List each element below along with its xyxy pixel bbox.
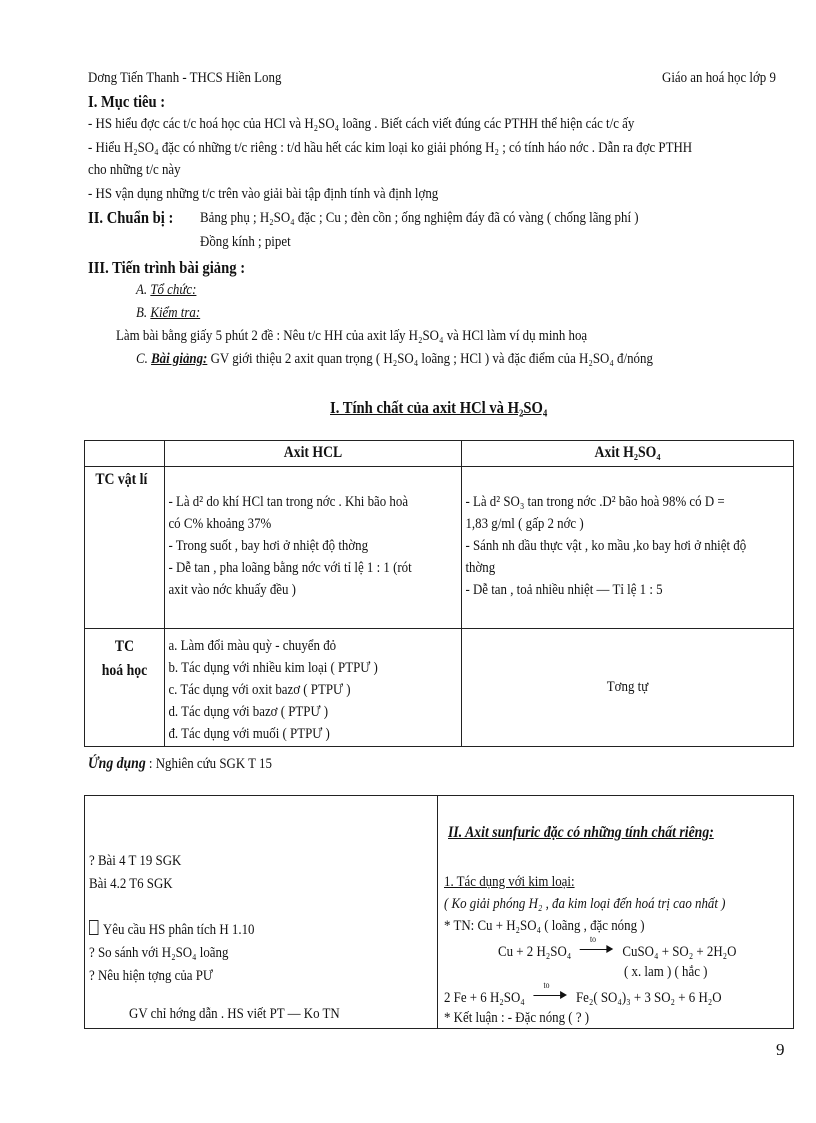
cell-line: 1,83 g/ml ( gấp 2 nớc ) [465, 516, 584, 532]
cell-line: - Là d² do khí HCl tan trong nớc . Khi bão hoà [168, 494, 409, 510]
equation-2-condition: to [543, 980, 550, 990]
activity-line: ? So sánh với H₂SO₄ loãng [89, 945, 229, 961]
section-prep-title: II. Chuẩn bị : [88, 208, 174, 227]
row-header-chemical [85, 629, 165, 747]
properties-table [84, 440, 794, 747]
activity-line: Bài 4.2 T6 SGK [89, 876, 173, 892]
activity-line [89, 896, 254, 919]
cell-hcl-physical [165, 467, 462, 629]
cell-line: - Dễ tan , toả nhiều nhiệt — Tỉ lệ 1 : 5 [465, 582, 663, 598]
col-header-h2so4 [462, 441, 794, 467]
content-title: II. Axit sunfuric đặc có những tính chất riêng: [448, 824, 714, 841]
step-c-label: Bài giảng: [151, 351, 208, 367]
col-header-h2so4-label: Axit H₂SO₄ [594, 444, 661, 461]
row-header-chemical-label: hoá học [101, 662, 148, 679]
activity-line: ? Bài 4 T 19 SGK [89, 853, 182, 869]
experiment-line: * TN: Cu + H₂SO₄ ( loãng , đặc nóng ) [444, 918, 645, 934]
header-left: Dơng Tiến Thanh - THCS Hiền Long [88, 70, 282, 86]
equation-1-condition: to [589, 934, 596, 944]
table-title: I. Tính chất của axit HCl và H₂SO₄ [330, 398, 548, 417]
col-header-hcl-label: Axit HCL [283, 444, 343, 461]
equation-1-left: Cu + 2 H₂SO₄ [498, 944, 572, 960]
cell-h2so4-physical [462, 467, 794, 629]
cell-line: - Trong suốt , bay hơi ở nhiệt độ thờng [168, 538, 369, 554]
step-a-label: Tổ chức: [150, 282, 197, 298]
header-right: Giáo an hoá học lớp 9 [662, 70, 776, 86]
cell-line: thờng [465, 560, 496, 576]
arrow-icon [533, 980, 567, 1002]
prep-line: Bảng phụ ; H₂SO₄ đặc ; Cu ; đèn cồn ; ống nghiệm đáy đã có vàng ( chống lãng phí ) [200, 210, 639, 226]
col-header-hcl [165, 441, 462, 467]
row-header-physical [85, 467, 165, 629]
cell-line: đ. Tác dụng với muối ( PTPƯ ) [168, 726, 330, 742]
equation-1 [498, 934, 737, 961]
prep-line: Đồng kính ; pipet [200, 234, 291, 250]
checkbox-icon [89, 920, 98, 935]
equation-1-right: CuSO₄ + SO₂ + 2H₂O [622, 944, 737, 960]
activity-line: Yêu cầu HS phân tích H 1.10 [100, 922, 255, 938]
application-label: Ứng dụng [88, 755, 146, 772]
cell-line: - Là d² SO₃ tan trong nớc .D² bão hoà 98% có D = [465, 494, 725, 510]
teacher-guide-line: GV chỉ hớng dẫn . HS viết PT — Ko TN [129, 1006, 340, 1022]
step-a [136, 282, 196, 299]
activity-table [84, 795, 794, 1029]
step-b-prefix: B. [136, 305, 151, 321]
row-header-chemical-label: TC [114, 638, 135, 655]
section-objectives-title: I. Mục tiêu : [88, 92, 166, 111]
cell-hcl-chemical [165, 629, 462, 747]
table-corner-cell [85, 441, 165, 467]
arrow-icon [580, 934, 614, 956]
step-b-label: Kiểm tra: [150, 305, 201, 321]
step-c-prefix: C. [136, 351, 152, 367]
row-header-physical-label: TC vật lí [95, 471, 148, 488]
cell-line: có C% khoảng 37% [168, 516, 272, 532]
cell-line: b. Tác dụng với nhiều kim loại ( PTPƯ ) [168, 660, 378, 676]
equation-2-left: 2 Fe + 6 H₂SO₄ [444, 990, 525, 1006]
equation-1-note: ( x. lam ) ( hắc ) [624, 964, 708, 980]
step-b-text: Làm bài bằng giấy 5 phút 2 đề : Nêu t/c HH của axit lấy H₂SO₄ và HCl làm ví dụ minh hoạ [116, 328, 588, 344]
activity-line: ? Nêu hiện tợng của PƯ [89, 968, 213, 984]
application-text: : Nghiên cứu SGK T 15 [145, 756, 272, 772]
step-a-prefix: A. [136, 282, 151, 298]
cell-line: c. Tác dụng với oxit bazơ ( PTPƯ ) [168, 682, 351, 698]
objective-line: - HS vận dụng những t/c trên vào giải bài tập định tính và định lợng [88, 186, 439, 202]
application-line [88, 755, 272, 773]
cell-similar: Tơng tự [606, 679, 649, 695]
content-cell [438, 796, 794, 1029]
cell-line: a. Làm đổi màu quỳ - chuyển đỏ [168, 638, 337, 654]
equation-2-right: Fe₂( SO₄)₃ + 3 SO₂ + 6 H₂O [575, 990, 722, 1006]
content-note: ( Ko giải phóng H₂ , đa kim loại đến hoá trị cao nhất ) [444, 896, 726, 912]
objective-line: - HS hiểu đợc các t/c hoá học của HCl và H₂SO₄ loãng . Biết cách viết đúng các PTHH thể hiện các t/c ấy [88, 116, 635, 132]
page-number: 9 [776, 1040, 785, 1059]
cell-line: - Dễ tan , pha loãng bằng nớc với tỉ lệ 1 : 1 (rót [168, 560, 412, 576]
equation-2 [444, 980, 722, 1007]
objective-line: cho những t/c này [88, 162, 181, 178]
conclusion-line: * Kết luận : - Đặc nóng ( ? ) [444, 1010, 590, 1026]
step-c [136, 351, 653, 368]
section-process-title: III. Tiến trình bài giảng : [88, 258, 246, 277]
teacher-activity-cell [85, 796, 438, 1029]
content-subtitle: 1. Tác dụng với kim loại: [444, 874, 575, 890]
step-c-text: GV giới thiệu 2 axit quan trọng ( H₂SO₄ loãng ; HCl ) và đặc điểm của H₂SO₄ đ/nóng [210, 351, 653, 367]
cell-h2so4-chemical [462, 629, 794, 747]
cell-line: d. Tác dụng với bazơ ( PTPƯ ) [168, 704, 328, 720]
cell-line: axit vào nớc khuấy đều ) [168, 582, 296, 598]
objective-line: - Hiểu H₂SO₄ đặc có những t/c riêng : t/d hầu hết các kim loại ko giải phóng H₂ ; có tính háo nớc . Dẫn ra đợc PTHH [88, 140, 693, 156]
step-b [136, 305, 200, 322]
cell-line: - Sánh nh dầu thực vật , ko mầu ,ko bay hơi ở nhiệt độ [465, 538, 747, 554]
